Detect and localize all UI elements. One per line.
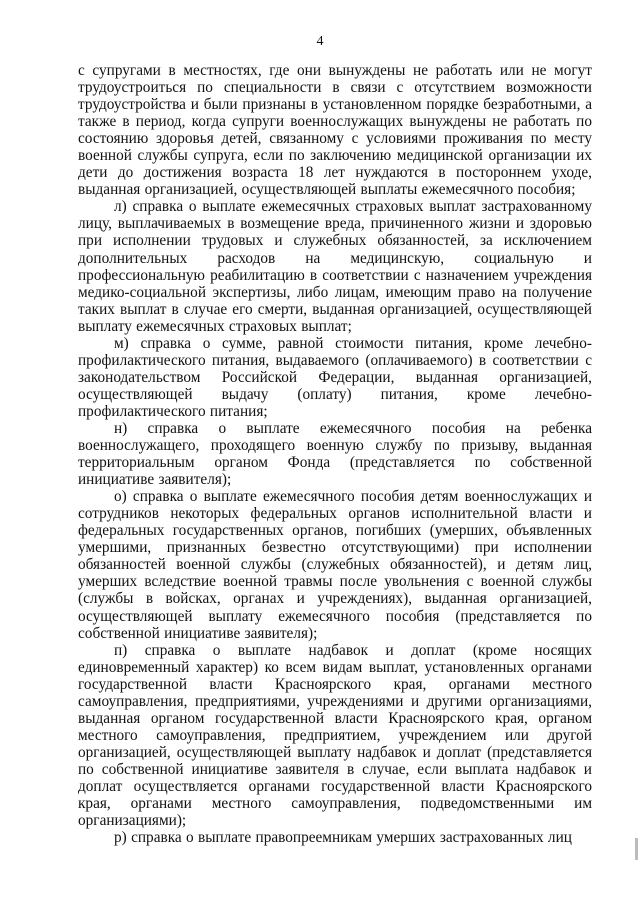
- page-number: 4: [316, 34, 324, 49]
- paragraph-item-p: п) справка о выплате надбавок и доплат (кроме носящих единовременный характер) ко всем видам выплат, установленных органами государственной власти Красноярского края, органами местного самоуправления, предприятиями, учреждениями и другими организациями, выданная органом государственной власти Красноярского края, органом местного самоуправления, предприятием, учреждением или другой организацией, осуществляющей выплату надбавок и доплат (представляется по собственной инициативе заявителя в случае, если выплата надбавок и доплат осуществляется органами государственной власти Красноярского края, органами местного самоуправления, подведомственными им организациями);: [78, 641, 592, 830]
- paragraph-item-o: о) справка о выплате ежемесячного пособия детям военнослужащих и сотрудников некоторых федеральных органов исполнительной власти и федеральных государственных органов, погибших (умерших, объявленных умершими, признанных безвестно отсутствующими) при исполнении обязанностей военной службы (служебных обязанностей), и детям лиц, умерших вследствие военной травмы после увольнения с военной службы (службы в войсках, органах и учреждениях), выданная организацией, осуществляющей выплату ежемесячного пособия (представляется по собственной инициативе заявителя);: [78, 488, 592, 642]
- paragraph-item-l: л) справка о выплате ежемесячных страховых выплат застрахованному лицу, выплачиваемых в возмещение вреда, причиненного жизни и здоровью при исполнении трудовых и служебных обязанностей, за исключением дополнительных расходов на медицинскую, социальную и профессиональную реабилитацию в соответствии с назначением учреждения медико-социальной экспертизы, либо лицам, имеющим право на получение таких выплат в случае его смерти, выданная организацией, осуществляющей выплату ежемесячных страховых выплат;: [78, 198, 592, 335]
- scan-edge-mark: [635, 838, 638, 860]
- paragraph-continuation: с супругами в местностях, где они вынуждены не работать или не могут трудоустроиться по специальности в связи с отсутствием возможности трудоустройства и были признаны в установленном порядке безработными, а также в период, когда супруги военнослужащих вынуждены не работать по состоянию здоровья детей, связанному с условиями проживания по месту военной службы супруга, если по заключению медицинской организации их дети до достижения возраста 18 лет нуждаются в постороннем уходе, выданная организацией, осуществляющей выплаты ежемесячного пособия;: [78, 62, 592, 199]
- paragraph-item-n: н) справка о выплате ежемесячного пособия на ребенка военнослужащего, проходящего военную службу по призыву, выданная территориальным органом Фонда (представляется по собственной инициативе заявителя);: [78, 419, 592, 489]
- document-body: [78, 62, 592, 846]
- paragraph-item-r: р) справка о выплате правопреемникам умерших застрахованных лиц: [114, 829, 572, 847]
- paragraph-item-m: м) справка о сумме, равной стоимости питания, кроме лечебно-профилактического питания, выдаваемого (оплачиваемого) в соответствии с законодательством Российской Федерации, выданная организацией, осуществляющей выдачу (оплату) питания, кроме лечебно-профилактического питания;: [78, 334, 592, 420]
